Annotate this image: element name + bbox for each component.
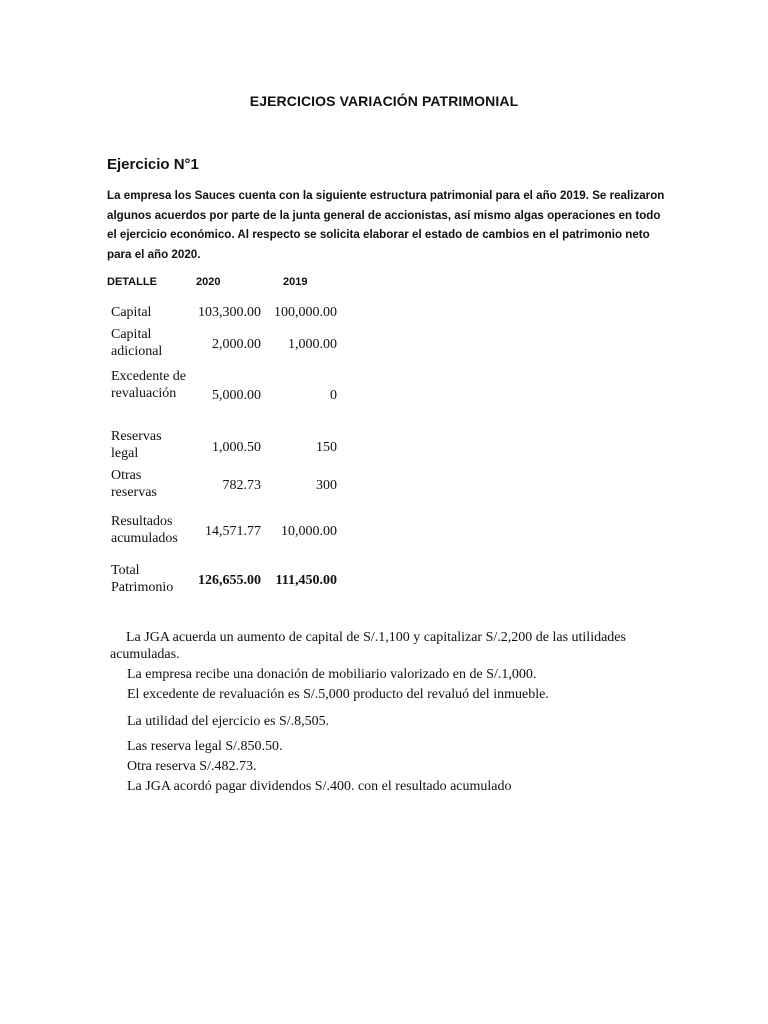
value-2019: 1,000.00 [288,337,337,352]
row-label: Capital [111,305,152,320]
value-2019: 300 [316,478,337,493]
note-item: La utilidad del ejercicio es S/.8,505. [127,714,330,729]
row-label: Reservas legal [111,429,162,461]
note-item: La JGA acordó pagar dividendos S/.400. con el resultado acumulado [127,779,512,794]
exercise-heading: Ejercicio N°1 [107,156,199,173]
value-2020: 782.73 [222,478,261,493]
column-header-detalle: DETALLE [107,276,157,288]
row-label: Otras reservas [111,468,157,500]
column-header-2019: 2019 [283,276,308,288]
row-label: Resultados acumulados [111,514,178,546]
document-title: EJERCICIOS VARIACIÓN PATRIMONIAL [249,93,519,109]
value-2020: 126,655.00 [198,573,261,588]
row-label: Excedente de revaluación [111,369,187,401]
value-2019: 111,450.00 [275,573,337,588]
value-2019: 10,000.00 [281,524,337,539]
value-2020: 5,000.00 [212,388,261,403]
column-header-2020: 2020 [196,276,221,288]
value-2019: 100,000.00 [274,305,337,320]
note-item: La JGA acuerda un aumento de capital de S/.1,100 y capitalizar S/.2,200 de las utilidades acumuladas. [110,630,626,662]
note-item: Otra reserva S/.482.73. [127,759,257,774]
note-item: Las reserva legal S/.850.50. [127,739,283,754]
intro-paragraph: La empresa los Sauces cuenta con la siguiente estructura patrimonial para el año 2019. Se realizaron algunos acuerdos por parte de la junta general de accionistas, así mismo algas operaciones en todo el ejercicio económico. Al respecto se solicita elaborar el estado de cambios en el patrimonio neto para el año 2020. [107,189,665,261]
row-label: Capital adicional [111,327,163,359]
value-2020: 1,000.50 [212,440,261,455]
value-2019: 0 [330,388,337,403]
row-label: Total Patrimonio [111,563,174,595]
value-2020: 2,000.00 [212,337,261,352]
note-item: El excedente de revaluación es S/.5,000 producto del revaluó del inmueble. [127,687,549,702]
value-2020: 14,571.77 [205,524,261,539]
value-2020: 103,300.00 [198,305,261,320]
value-2019: 150 [316,440,337,455]
note-item: La empresa recibe una donación de mobiliario valorizado en de S/.1,000. [127,667,537,682]
